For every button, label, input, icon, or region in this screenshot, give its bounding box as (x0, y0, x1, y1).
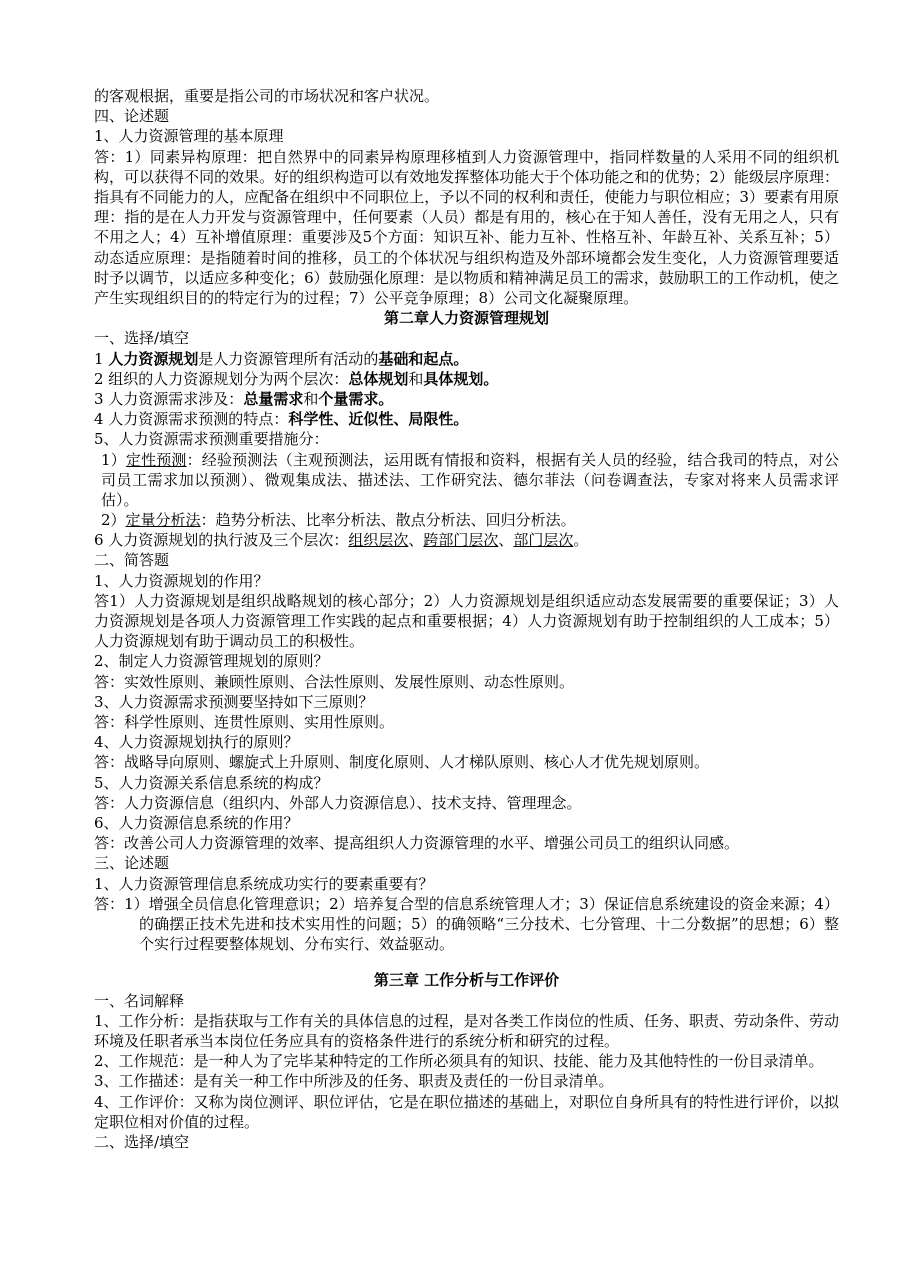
term-definition: 2、工作规范：是一种人为了完毕某种特定的工作所必须具有的知识、技能、能力及其他特性的一份目录清单。 (94, 1052, 824, 1071)
answer-line: 答：人力资源信息（组织内、外部人力资源信息）、技术支持、管理理念。 (94, 793, 582, 812)
question-title: 3、人力资源需求预测要坚持如下三原则？ (94, 692, 374, 711)
question-title: 2、制定人力资源管理规划的原则？ (94, 652, 329, 671)
fill-item-6: 6 人力资源规划的执行波及三个层次：组织层次、跨部门层次、部门层次。 (94, 531, 589, 550)
term-definition: 4、工作评价：又称为岗位测评、职位评估，它是在职位描述的基础上，对职位自身所具有的特性进行评价，以拟定职位相对价值的过程。 (94, 1092, 839, 1131)
method-quantitative: 2）定量分析法：趋势分析法、比率分析法、散点分析法、回归分析法。 (101, 511, 576, 530)
question-title: 4、人力资源规划执行的原则？ (94, 733, 299, 752)
answer-paragraph: 答：1）增强全员信息化管理意识；2）培养复合型的信息系统管理人才；3）保证信息系统建设的资金来源；4）的确摆正技术先进和技术实用性的问题；5）的确领略“三分技术、七分管理、十二分数据”的思想；6）整个实行过程要整体规划、分布实行、效益驱动。 (94, 894, 839, 954)
answer-line: 答：改善公司人力资源管理的效率、提高组织人力资源管理的水平、增强公司员工的组织认同感。 (94, 834, 740, 853)
answer-line: 答：战略导向原则、螺旋式上升原则、制度化原则、人才梯队原则、核心人才优先规划原则。 (94, 753, 710, 772)
answer-line: 答：实效性原则、兼顾性原则、合法性原则、发展性原则、动态性原则。 (94, 672, 575, 691)
chapter-3-title: 第三章 工作分析与工作评价 (373, 971, 560, 990)
chapter-2-title: 第二章人力资源管理规划 (383, 309, 549, 328)
section-heading: 二、简答题 (94, 551, 170, 570)
section-heading: 一、选择/填空 (94, 329, 190, 348)
question-title: 6、人力资源信息系统的作用？ (94, 813, 299, 832)
section-heading: 三、论述题 (94, 854, 170, 873)
question-title: 1、人力资源规划的作用？ (94, 571, 269, 590)
term-definition: 1、工作分析：是指获取与工作有关的具体信息的过程，是对各类工作岗位的性质、任务、职责、劳动条件、劳动环境及任职者承当本岗位任务应具有的资格条件进行的系统分析和研究的过程。 (94, 1011, 839, 1050)
question-title: 1、人力资源管理的基本原理 (94, 127, 284, 146)
answer-paragraph: 答1）人力资源规划是组织战略规划的核心部分；2）人力资源规划是组织适应动态发展需要的重要保证；3）人力资源规划是各项人力资源管理工作实践的起点和重要根据；4）人力资源规划有助于控制组织的人工成本；5）人力资源规划有助于调动员工的积极性。 (94, 591, 839, 651)
section-heading: 四、论述题 (94, 107, 170, 126)
section-heading: 二、选择/填空 (94, 1132, 190, 1151)
section-heading: 一、名词解释 (94, 991, 185, 1010)
document-page (94, 86, 839, 1152)
answer-line: 答：科学性原则、连贯性原则、实用性原则。 (94, 713, 395, 732)
question-title: 5、人力资源关系信息系统的构成？ (94, 773, 329, 792)
method-qualitative: 1）定性预测：经验预测法（主观预测法，运用既有情报和资料，根据有关人员的经验，结合我司的特点，对公司员工需求加以预测）、微观集成法、描述法、工作研究法、德尔菲法（问卷调查法，专家对将来人员需求评估）。 (101, 450, 839, 509)
text-line: 的客观根据，重要是指公司的市场状况和客户状况。 (94, 87, 440, 105)
fill-item-2: 2 组织的人力资源规划分为两个层次：总体规划和具体规划。 (94, 369, 499, 388)
fill-item-3: 3 人力资源需求涉及：总量需求和个量需求。 (94, 389, 394, 408)
fill-item-5: 5、人力资源需求预测重要措施分： (94, 430, 329, 449)
question-title: 1、人力资源管理信息系统成功实行的要素重要有？ (94, 874, 434, 893)
fill-item-4: 4 人力资源需求预测的特点：科学性、近似性、局限性。 (94, 410, 469, 429)
term-definition: 3、工作描述：是有关一种工作中所涉及的任务、职责及责任的一份目录清单。 (94, 1072, 614, 1091)
answer-paragraph: 答：1）同素异构原理：把自然界中的同素异构原理移植到人力资源管理中，指同样数量的人采用不同的组织机构，可以获得不同的效果。好的组织构造可以有效地发挥整体功能大于个体功能之和的优势；2）能级层序原理：指具有不同能力的人，应配备在组织中不同职位上，予以不同的权利和责任，使能力与职位相应；3）要素有用原理：指的是在人力开发与资源管理中，任何要素（人员）都是有用的，核心在于知人善任，没有无用之人，只有不用之人；4）互补增值原理：重要涉及5个方面：知识互补、能力互补、性格互补、年龄互补、关系互补；5）动态适应原理：是指随着时间的推移，员工的个体状况与组织构造及外部环境都会发生变化，人力资源管理要适时予以调节，以适应多种变化；6）鼓励强化原理：是以物质和精神满足员工的需求，鼓励职工的工作动机，使之产生实现组织目的的特定行为的过程；7）公平竞争原理；8）公司文化凝聚原理。 (94, 147, 839, 307)
fill-item-1: 1 人力资源规划是人力资源管理所有活动的基础和起点。 (94, 349, 469, 368)
